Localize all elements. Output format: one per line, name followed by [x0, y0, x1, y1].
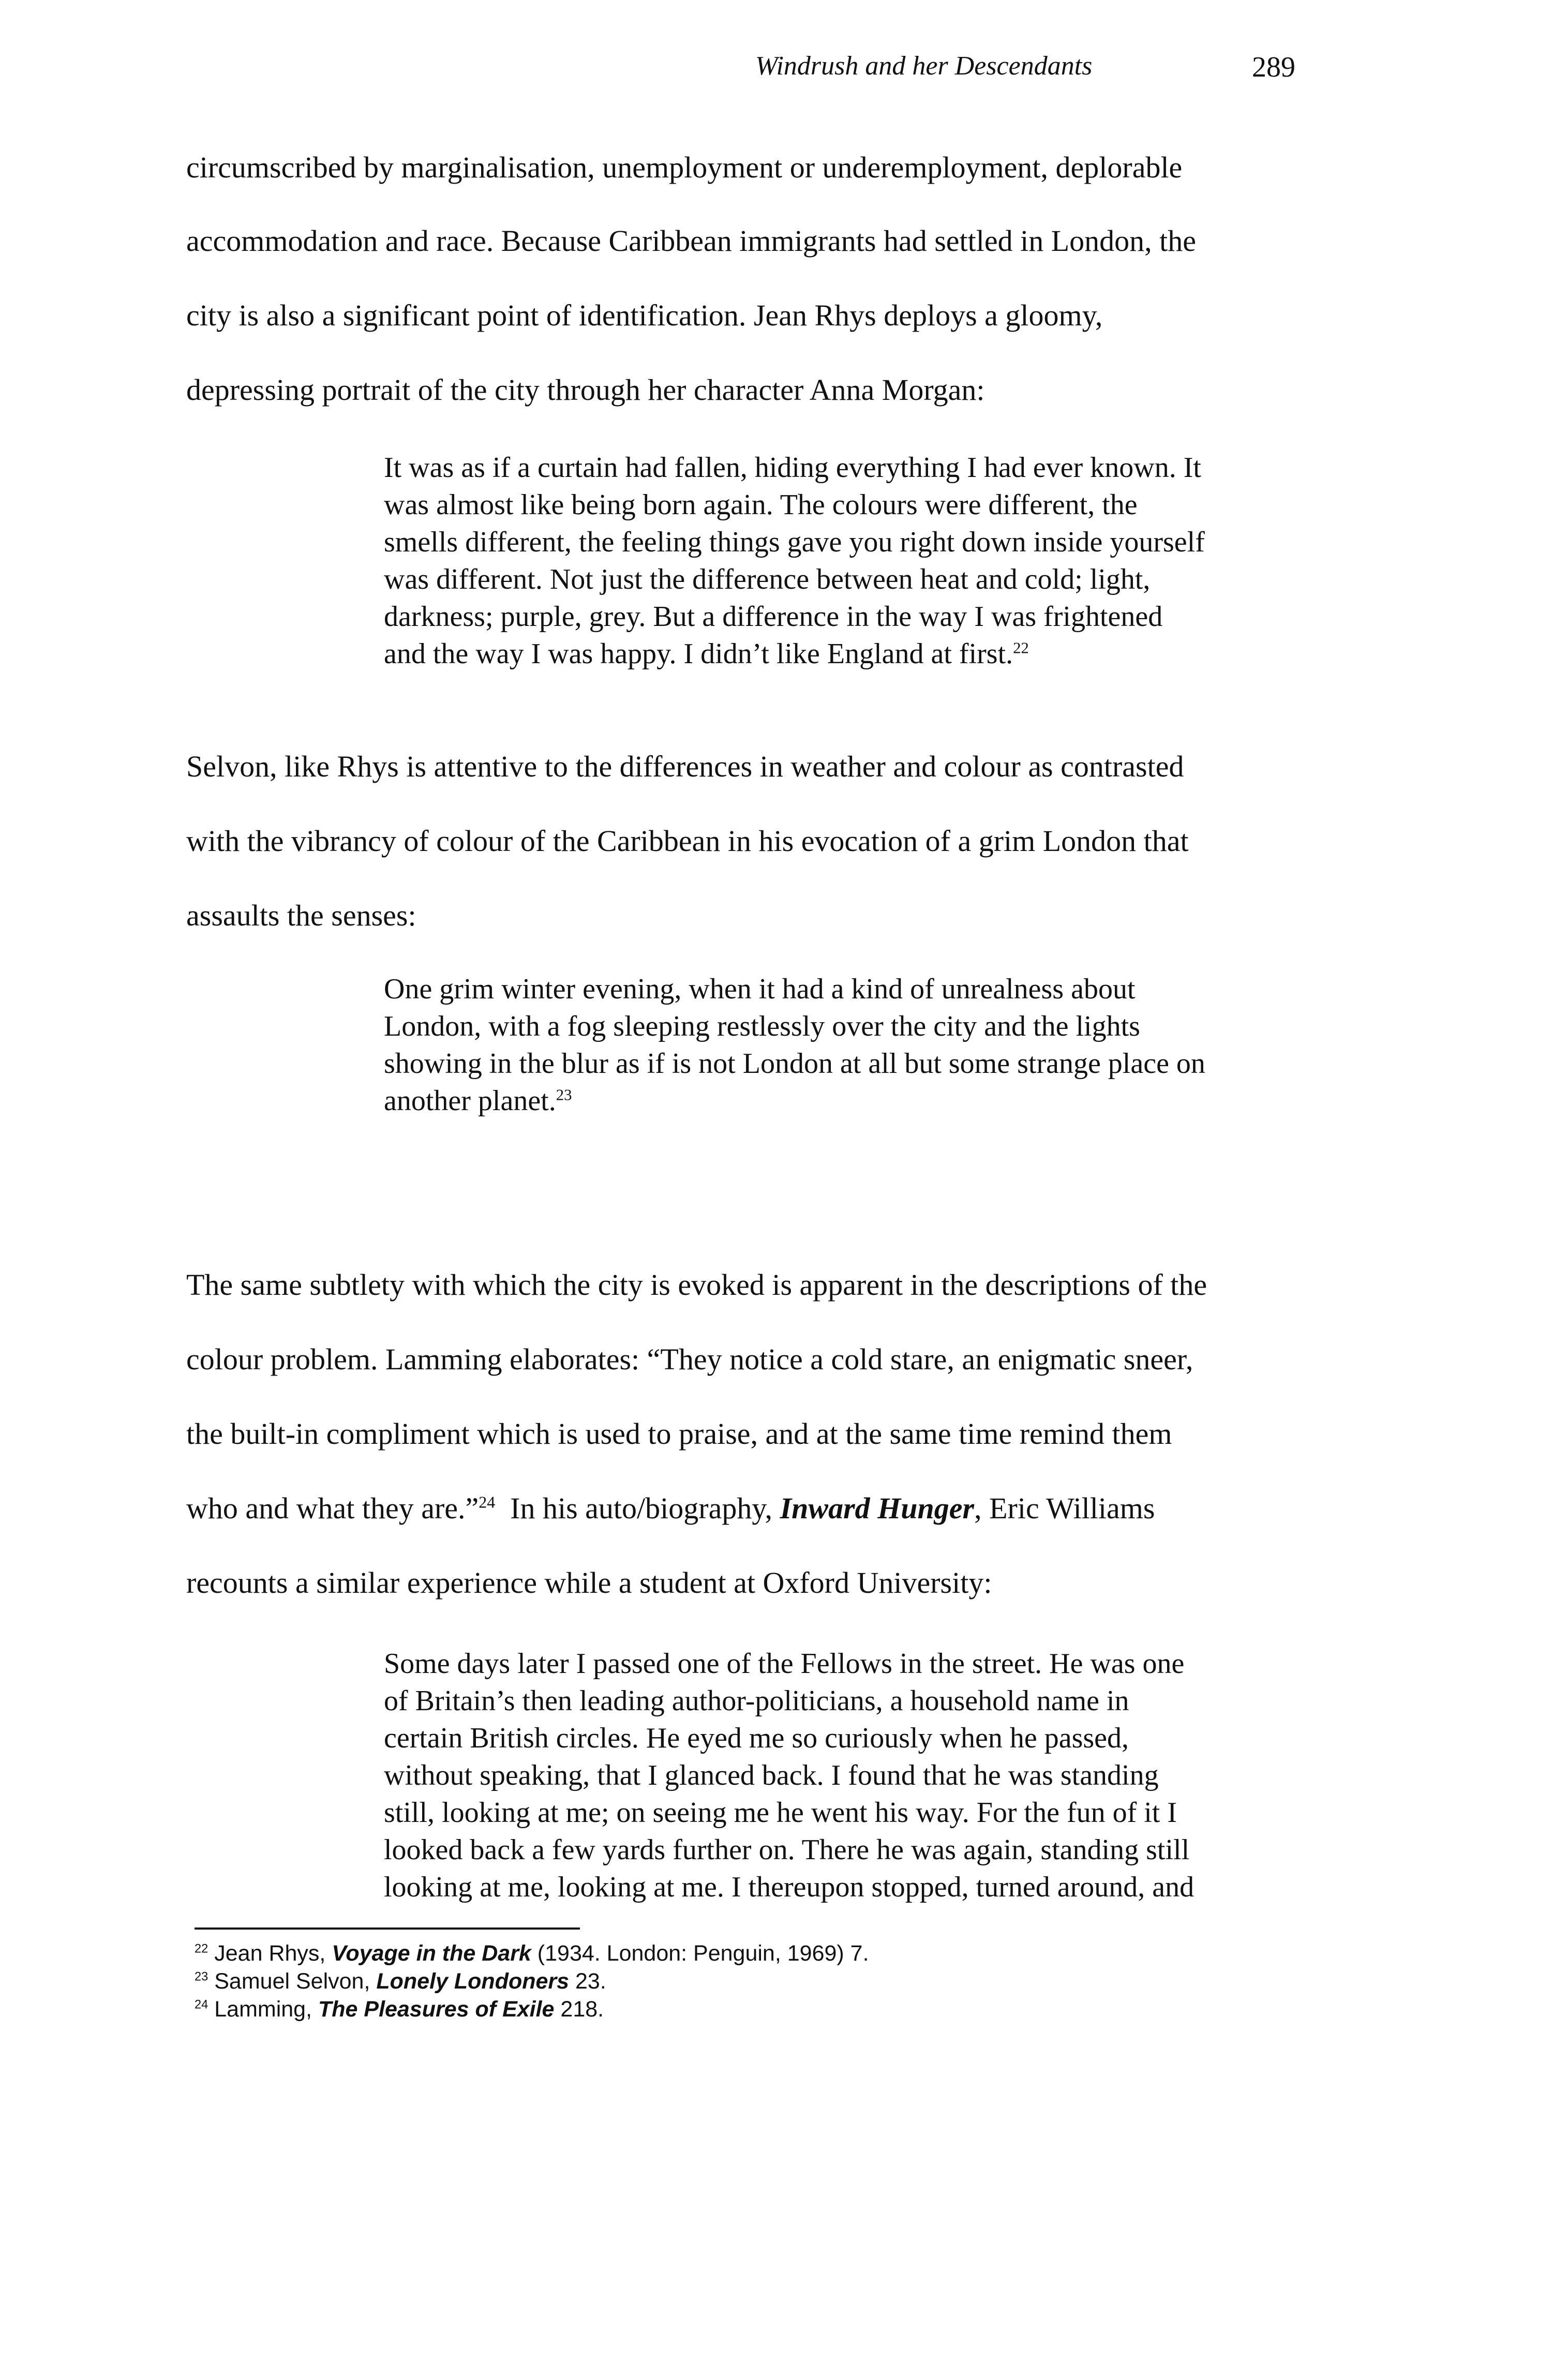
quote-line: London, with a fog sleeping restlessly over the city and the lights: [384, 1010, 1140, 1042]
quote-line: was different. Not just the difference between heat and cold; light,: [384, 563, 1151, 595]
footnote-number: 22: [195, 1942, 208, 1956]
footnote-rule: [195, 1927, 580, 1930]
body-line: [186, 1491, 1155, 1526]
body-line: colour problem. Lamming elaborates: “They notice a cold stare, an enigmatic sneer,: [186, 1342, 1193, 1376]
running-title: Windrush and her Descendants: [755, 51, 1093, 81]
quote-line: was almost like being born again. The colours were different, the: [384, 489, 1138, 521]
footnote: [195, 1941, 869, 1966]
body-line: the built-in compliment which is used to praise, and at the same time remind them: [186, 1417, 1172, 1451]
quote-line: It was as if a curtain had fallen, hiding everything I had ever known. It: [384, 452, 1201, 484]
body-line: assaults the senses:: [186, 899, 416, 932]
footnote-author: Samuel Selvon,: [214, 1969, 377, 1994]
body-line: depressing portrait of the city through her character Anna Morgan:: [186, 373, 985, 407]
book-title: Lonely Londoners: [376, 1969, 570, 1994]
quote-line: [384, 637, 1029, 670]
footnote-detail: (1934. London: Penguin, 1969) 7.: [531, 1941, 869, 1966]
footnote: [195, 1997, 604, 2022]
body-line: with the vibrancy of colour of the Caribbean in his evocation of a grim London that: [186, 824, 1189, 858]
body-line: city is also a significant point of identification. Jean Rhys deploys a gloomy,: [186, 298, 1103, 332]
footnote-detail: 23.: [569, 1969, 606, 1994]
quote-line: One grim winter evening, when it had a kind of unrealness about: [384, 973, 1136, 1005]
body-text: , Eric Williams: [974, 1491, 1155, 1525]
footnote: [195, 1969, 606, 1994]
body-text: In his auto/biography,: [495, 1491, 780, 1525]
book-title: Voyage in the Dark: [332, 1941, 531, 1966]
body-line: circumscribed by marginalisation, unemployment or underemployment, deplorable: [186, 151, 1183, 184]
footnote-number: 23: [195, 1970, 208, 1984]
footnote-detail: 218.: [554, 1997, 604, 2022]
footnote-ref[interactable]: 22: [1013, 639, 1029, 657]
quote-line: of Britain’s then leading author-politicians, a household name in: [384, 1685, 1129, 1717]
quote-line: looked back a few yards further on. There he was again, standing still: [384, 1834, 1190, 1866]
footnote-ref[interactable]: 23: [556, 1086, 572, 1104]
quote-line: certain British circles. He eyed me so curiously when he passed,: [384, 1722, 1129, 1754]
quote-line: darkness; purple, grey. But a difference in the way I was frightened: [384, 601, 1163, 633]
body-line: The same subtlety with which the city is evoked is apparent in the descriptions of the: [186, 1268, 1207, 1302]
quote-line: without speaking, that I glanced back. I found that he was standing: [384, 1759, 1159, 1791]
body-text: who and what they are.”: [186, 1491, 479, 1525]
page-number: 289: [1252, 51, 1295, 83]
body-line: accommodation and race. Because Caribbean immigrants had settled in London, the: [186, 224, 1197, 258]
book-title: Inward Hunger: [780, 1491, 975, 1525]
book-title: The Pleasures of Exile: [318, 1997, 555, 2022]
quote-line: [384, 1084, 572, 1117]
footnote-number: 24: [195, 1998, 208, 2012]
footnote-author: Lamming,: [214, 1997, 318, 2022]
body-line: recounts a similar experience while a student at Oxford University:: [186, 1566, 992, 1600]
footnote-ref[interactable]: 24: [479, 1493, 496, 1512]
quote-line: smells different, the feeling things gave you right down inside yourself: [384, 526, 1205, 558]
quote-line: showing in the blur as if is not London at all but some strange place on: [384, 1048, 1205, 1080]
body-line: Selvon, like Rhys is attentive to the differences in weather and colour as contrasted: [186, 750, 1184, 783]
footnote-author: Jean Rhys,: [214, 1941, 332, 1966]
quote-line: Some days later I passed one of the Fellows in the street. He was one: [384, 1648, 1185, 1680]
quote-line: looking at me, looking at me. I thereupon stopped, turned around, and: [384, 1871, 1194, 1903]
quote-text: another planet.: [384, 1085, 556, 1117]
quote-line: still, looking at me; on seeing me he went his way. For the fun of it I: [384, 1797, 1177, 1829]
quote-text: and the way I was happy. I didn’t like England at first.: [384, 638, 1013, 670]
